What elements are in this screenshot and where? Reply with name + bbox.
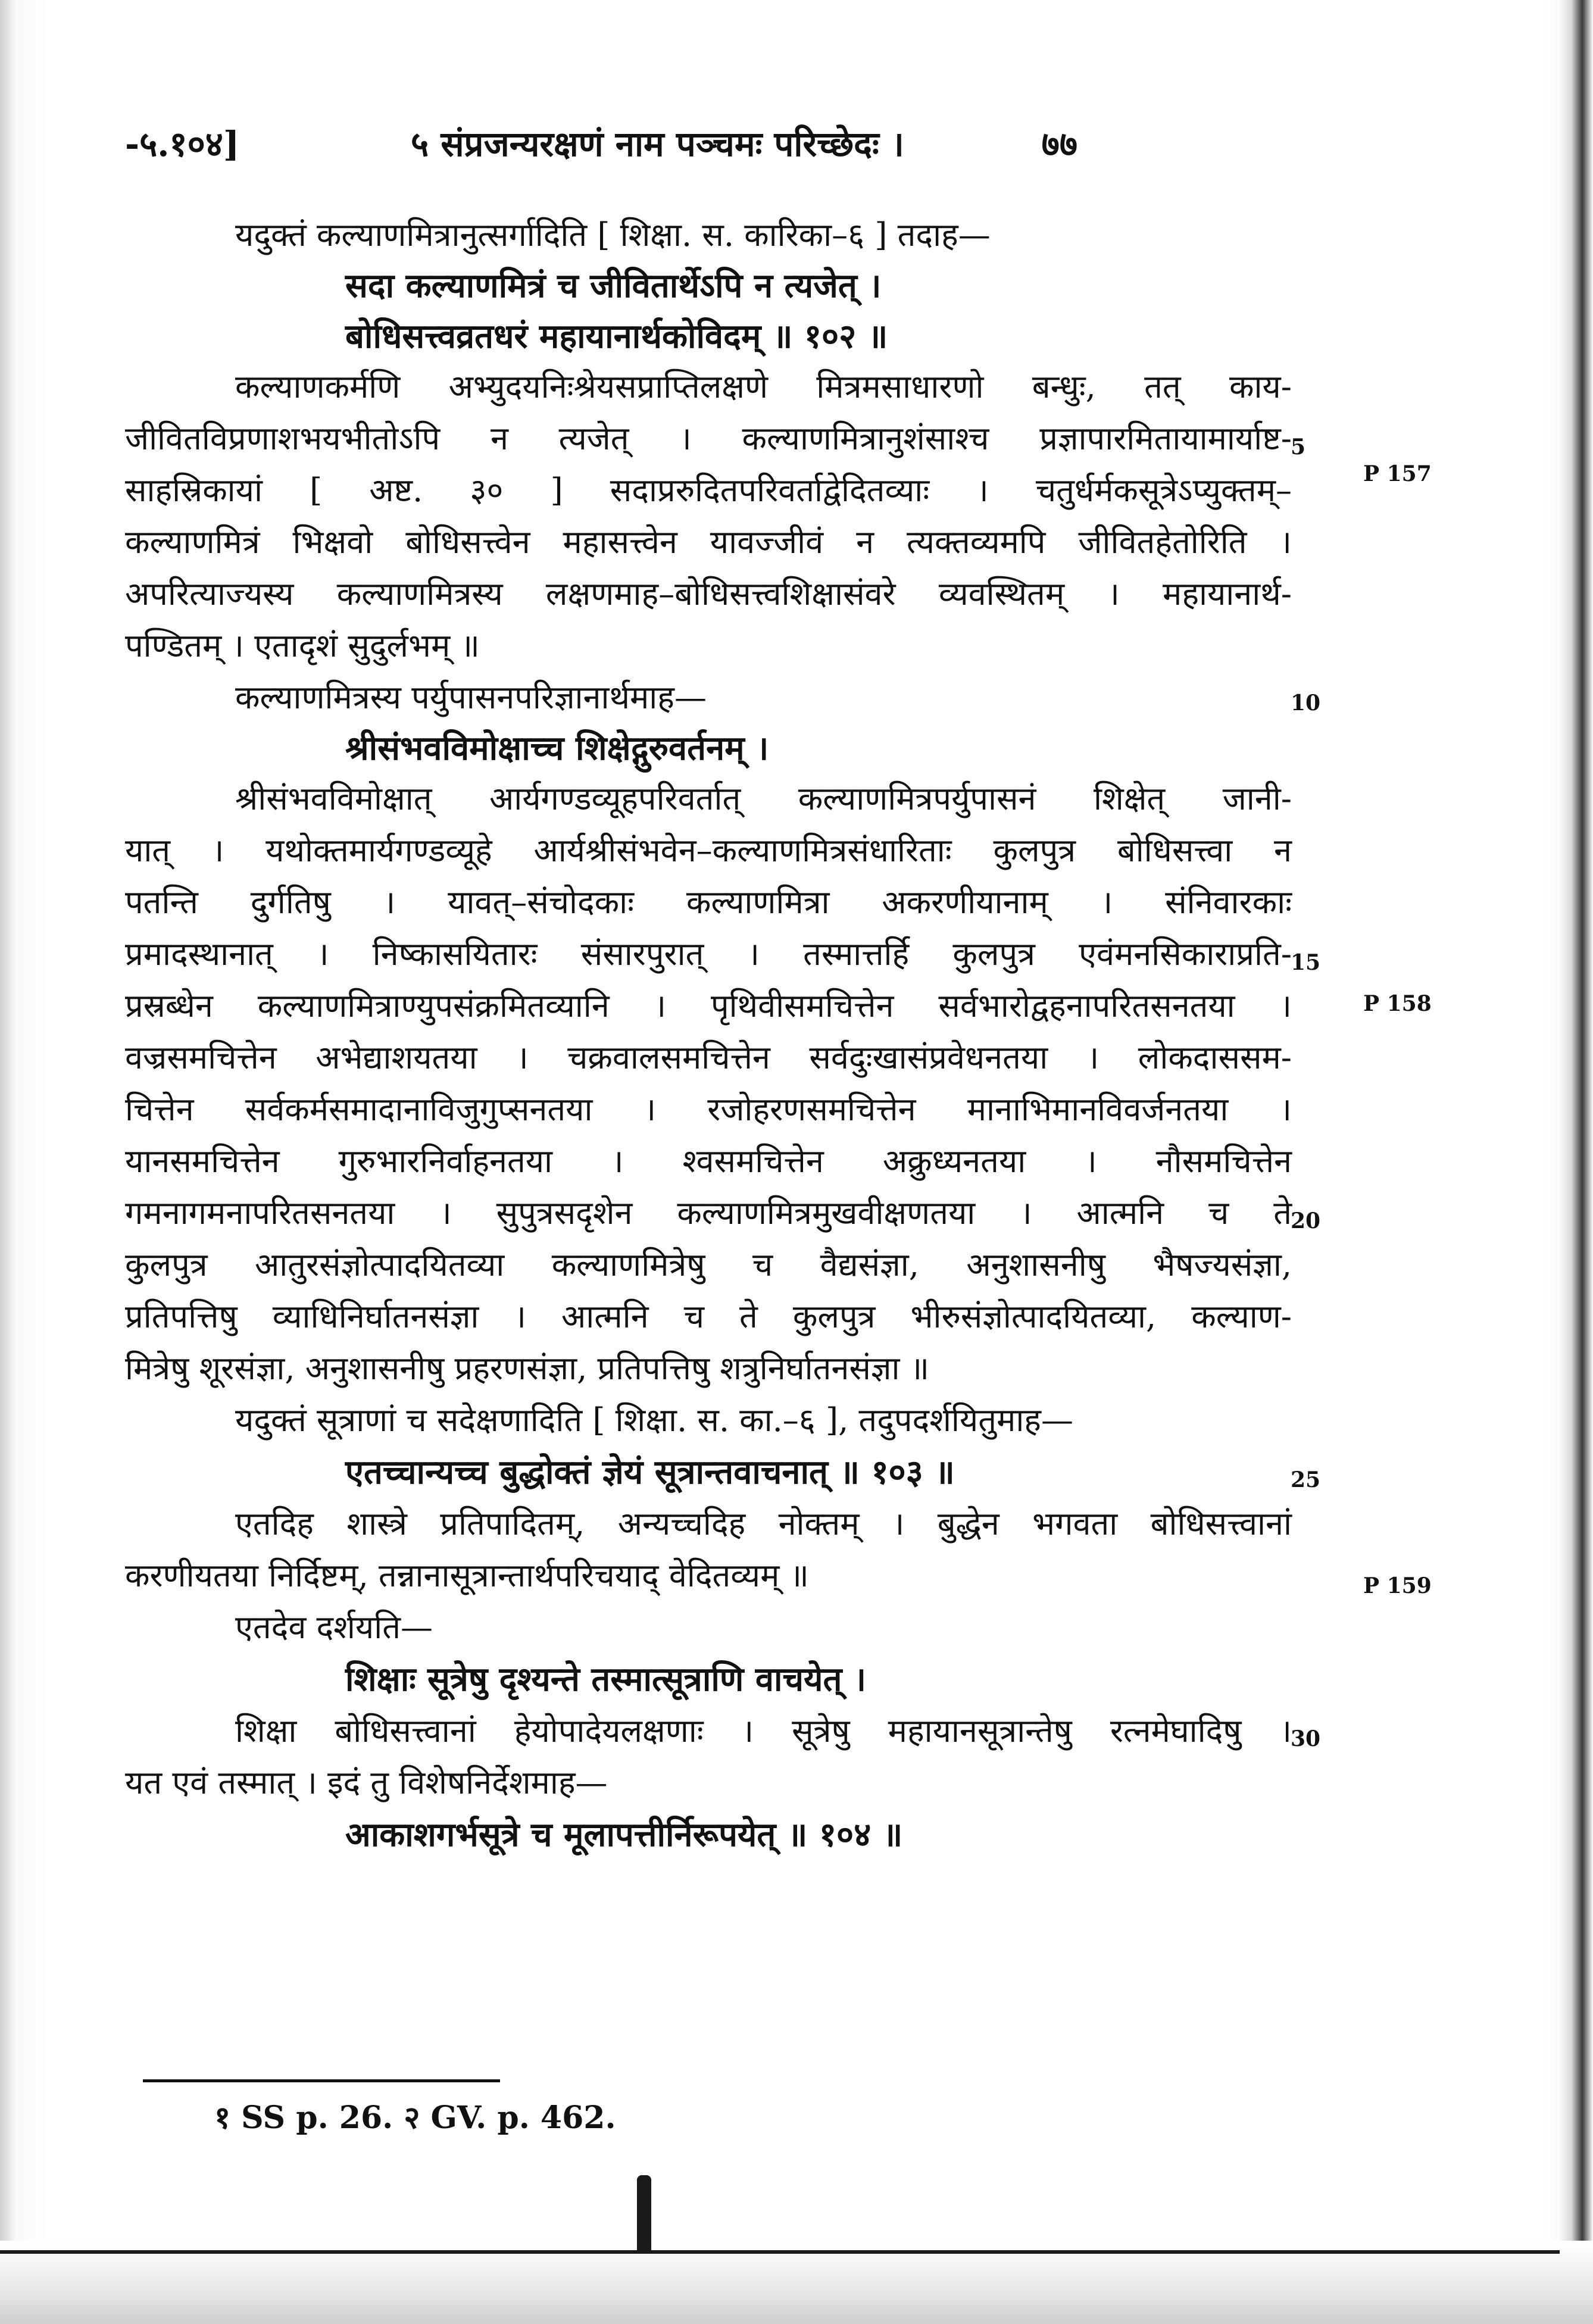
- page-bottom-edge: [0, 2250, 1560, 2254]
- line-number: 5: [1291, 435, 1306, 460]
- footnote-rule: [143, 2079, 500, 2082]
- section-ref: -५.१०४]: [125, 124, 240, 164]
- page-reference: P 157: [1363, 461, 1432, 486]
- text-line: पण्डितम् । एतादृशं सुदुर्लभम् ॥: [125, 627, 480, 664]
- text-line: यदुक्तं सूत्राणां च सदेक्षणादिति [ शिक्षा. स. का.–६ ], तदुपदर्शयितुमाह—: [235, 1401, 1073, 1439]
- text-line: एतदिह शास्त्रे प्रतिपादितम्, अन्यच्चदिह नोक्तम् । बुद्धेन भगवता बोधिसत्त्वानां: [235, 1505, 1292, 1542]
- line-number: 10: [1291, 691, 1321, 716]
- chapter-title: ५ संप्रजन्यरक्षणं नाम पञ्चमः परिच्छेदः ।: [411, 124, 904, 164]
- text-line: पतन्ति दुर्गतिषु । यावत्–संचोदकाः कल्याणमित्रा अकरणीयानाम् । संनिवारकाः: [125, 883, 1292, 921]
- line-number: 30: [1291, 1726, 1321, 1751]
- text-line: साहस्रिकायां [ अष्ट. ३० ] सदाप्ररुदितपरिवर्ताद्वेदितव्याः । चतुर्धर्मकसूत्रेऽप्युक्तम्–: [125, 471, 1292, 509]
- line-number: 20: [1291, 1208, 1321, 1233]
- text-line: कल्याणकर्मणि अभ्युदयनिःश्रेयसप्राप्तिलक्षणे मित्रमसाधारणो बन्धुः, तत् काय-: [235, 368, 1292, 405]
- text-line: चित्तेन सर्वकर्मसमादानाविजुगुप्सनतया । रजोहरणसमचित्तेन मानाभिमानविवर्जनतया ।: [125, 1091, 1292, 1128]
- text-line: कल्याणमित्रस्य पर्युपासनपरिज्ञानार्थमाह—: [235, 679, 707, 716]
- text-line: शिक्षा बोधिसत्त्वानां हेयोपादेयलक्षणाः । सूत्रेषु महायानसूत्रान्तेषु रत्नमेघादिषु ।: [235, 1712, 1292, 1750]
- text-line: एतदेव दर्शयति—: [235, 1608, 433, 1646]
- verse-line: श्रीसंभवविमोक्षाच्च शिक्षेद्गुरुवर्तनम् ।: [345, 729, 769, 768]
- page-left-edge: [0, 0, 18, 2324]
- ink-blot: [637, 2175, 651, 2253]
- text-line: वज्रसमचित्तेन अभेद्याशयतया । चक्रवालसमचित्तेन सर्वदुःखासंप्रवेधनतया । लोकदाससम-: [125, 1039, 1292, 1076]
- verse-line: आकाशगर्भसूत्रे च मूलापत्तीर्निरूपयेत् ॥ १०४ ॥: [345, 1815, 903, 1854]
- text-line: कल्याणमित्रं भिक्षवो बोधिसत्त्वेन महासत्त्वेन यावज्जीवं न त्यक्तव्यमपि जीवितहेतोरिति ।: [125, 523, 1292, 561]
- text-line: करणीयतया निर्दिष्टम्, तन्नानासूत्रान्तार्थपरिचयाद् वेदितव्यम् ॥: [125, 1557, 809, 1594]
- verse-line: बोधिसत्त्वव्रतधरं महायानार्थकोविदम् ॥ १०२ ॥: [345, 317, 888, 356]
- line-number: 15: [1291, 950, 1321, 975]
- text-line: यानसमचित्तेन गुरुभारनिर्वाहनतया । श्वसमचित्तेन अक्रुध्यनतया । नौसमचित्तेन: [125, 1142, 1292, 1180]
- line-number: 25: [1291, 1467, 1321, 1492]
- text-line: प्रस्रब्धेन कल्याणमित्राण्युपसंक्रमितव्यानि । पृथिवीसमचित्तेन सर्वभारोद्वहनापरितसनतया ।: [125, 987, 1292, 1024]
- verse-line: एतच्चान्यच्च बुद्धोक्तं ज्ञेयं सूत्रान्तवाचनात् ॥ १०३ ॥: [345, 1452, 955, 1492]
- text-line: प्रतिपत्तिषु व्याधिनिर्घातनसंज्ञा । आत्मनि च ते कुलपुत्र भीरुसंज्ञोत्पादयितव्या, कल्याण-: [125, 1298, 1292, 1335]
- text-line: जीवितविप्रणाशभयभीतोऽपि न त्यजेत् । कल्याणमित्रानुशंसाश्च प्रज्ञापारमितायामार्याष्ट-: [125, 420, 1292, 457]
- footnote: १ SS p. 26. २ GV. p. 462.: [214, 2100, 616, 2136]
- text-line: श्रीसंभवविमोक्षात् आर्यगण्डव्यूहपरिवर्तात् कल्याणमित्रपर्युपासनं शिक्षेत् जानी-: [235, 780, 1292, 817]
- page-reference: P 159: [1363, 1573, 1432, 1598]
- page-number: ७७: [1041, 124, 1077, 164]
- text-line: यदुक्तं कल्याणमित्रानुत्सर्गादिति [ शिक्षा. स. कारिका–६ ] तदाह—: [235, 216, 991, 254]
- verse-line: शिक्षाः सूत्रेषु दृश्यन्ते तस्मात्सूत्राणि वाचयेत् ।: [345, 1660, 867, 1699]
- text-line: गमनागमनापरितसनतया । सुपुत्रसदृशेन कल्याणमित्रमुखवीक्षणतया । आत्मनि च ते: [125, 1194, 1292, 1232]
- text-line: मित्रेषु शूरसंज्ञा, अनुशासनीषु प्रहरणसंज्ञा, प्रतिपत्तिषु शत्रुनिर्घातनसंज्ञा ॥: [125, 1350, 930, 1387]
- text-line: अपरित्याज्यस्य कल्याणमित्रस्य लक्षणमाह–बोधिसत्त्वशिक्षासंवरे व्यवस्थितम् । महायानार्थ-: [125, 575, 1292, 613]
- verse-line: सदा कल्याणमित्रं च जीवितार्थेऽपि न त्यजेत् ।: [345, 266, 882, 305]
- text-line: कुलपुत्र आतुरसंज्ञोत्पादयितव्या कल्याणमित्रेषु च वैद्यसंज्ञा, अनुशासनीषु भैषज्यसंज्ञा,: [125, 1246, 1292, 1283]
- page-right-edge: [1557, 0, 1593, 2324]
- page-reference: P 158: [1363, 991, 1432, 1016]
- text-line: यत एवं तस्मात् । इदं तु विशेषनिर्देशमाह—: [125, 1764, 608, 1801]
- text-line: प्रमादस्थानात् । निष्कासयितारः संसारपुरात् । तस्मात्तर्हि कुलपुत्र एवंमनसिकाराप्रति-: [125, 935, 1292, 973]
- text-line: यात् । यथोक्तमार्यगण्डव्यूहे आर्यश्रीसंभवेन–कल्याणमित्रसंधारिताः कुलपुत्र बोधिसत्त्वा न: [125, 832, 1292, 869]
- running-header: [125, 119, 1077, 173]
